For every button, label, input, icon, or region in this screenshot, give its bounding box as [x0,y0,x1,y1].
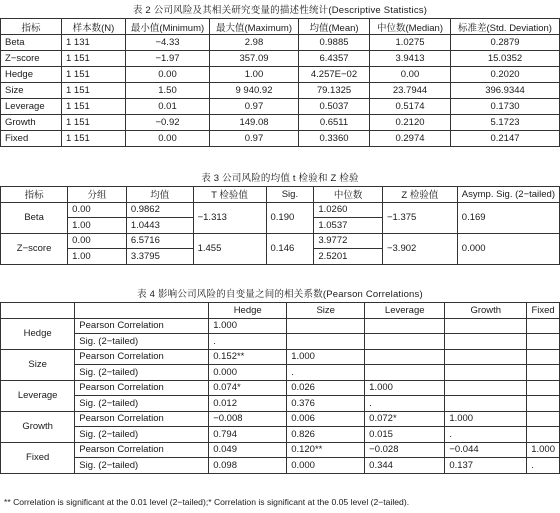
table2-caption: 表 2 公司风险及其相关研究变量的描述性统计(Descriptive Statistics) [132,5,428,16]
table-cell: 0.97 [210,99,299,115]
table-cell [365,365,445,381]
table-cell: 0.5174 [370,99,451,115]
table-cell: 1.000 [209,318,287,334]
table-cell: 0.826 [287,427,365,443]
table-row [1,318,560,334]
table-cell: 0.2147 [451,131,560,147]
table4-caption: 表 4 影响公司风险的自变量之间的相关系数(Pearson Correlations) [137,289,423,300]
footnote: ** Correlation is significant at the 0.01 level (2−tailed);* Correlation is significant at the 0.05 level (2−tailed). [4,497,410,507]
table-cell: 0.2020 [451,67,560,83]
table-row [1,349,560,365]
row-label: Leverage [1,99,62,115]
header-cell: 分组 [68,187,127,203]
table-cell: 0.97 [210,131,299,147]
table-cell [527,380,560,396]
table-cell: 0.049 [209,442,287,458]
table-row [1,380,560,396]
table-cell [527,427,560,443]
table-cell: 0.794 [209,427,287,443]
table-row [1,233,560,249]
row-label: Growth [1,411,75,442]
row-label: Size [1,349,75,380]
table-cell: 0.146 [266,233,314,264]
table-cell: 1.00 [68,218,127,234]
table-cell: 0.120** [287,442,365,458]
table-row [1,365,560,381]
table-cell: 0.098 [209,458,287,474]
table-cell: 357.09 [210,51,299,67]
table-row [1,131,560,147]
header-cell: 最大值(Maximum) [210,19,299,35]
header-cell [1,303,75,319]
table-cell: 0.072* [365,411,445,427]
table-cell [527,318,560,334]
stat-label: Sig. (2−tailed) [75,396,209,412]
table-cell: −0.92 [126,115,210,131]
table-cell: −4.33 [126,35,210,51]
table-cell: 0.074* [209,380,287,396]
header-cell: 最小值(Minimum) [126,19,210,35]
row-label: Hedge [1,67,62,83]
table-cell [527,411,560,427]
table-cell: 1.0443 [126,218,193,234]
table-cell: 1.00 [210,67,299,83]
table-cell: 0.2974 [370,131,451,147]
table-cell: 0.9885 [299,35,370,51]
row-label: Z−score [1,51,62,67]
table-row [1,334,560,350]
table-cell: . [209,334,287,350]
table-cell: 1 151 [62,67,126,83]
table-cell: 0.9862 [126,202,193,218]
table-cell: 0.01 [126,99,210,115]
descriptive-statistics-table [0,18,560,147]
table-cell: 6.4357 [299,51,370,67]
table-cell: . [365,396,445,412]
table-cell: 0.015 [365,427,445,443]
header-cell: 均值 [126,187,193,203]
table-cell: 0.1730 [451,99,560,115]
stat-label: Pearson Correlation [75,380,209,396]
table-row [1,51,560,67]
table-cell: −0.028 [365,442,445,458]
header-cell: Leverage [365,303,445,319]
table-row [1,458,560,474]
row-label: Size [1,83,62,99]
table-row [1,99,560,115]
row-label: Growth [1,115,62,131]
header-cell: Hedge [209,303,287,319]
table-cell: −3.902 [382,233,457,264]
header-cell: 标准差(Std. Deviation) [451,19,560,35]
table-cell: 0.00 [126,67,210,83]
stat-label: Pearson Correlation [75,349,209,365]
table-cell [287,318,365,334]
header-cell: 样本数(N) [62,19,126,35]
stat-label: Sig. (2−tailed) [75,458,209,474]
table-cell [527,365,560,381]
table-cell: 0.2120 [370,115,451,131]
table-cell: 1.455 [193,233,266,264]
header-cell: 均值(Mean) [299,19,370,35]
table-row [1,67,560,83]
header-cell: 指标 [1,187,68,203]
table-cell: 2.98 [210,35,299,51]
table-cell: 0.00 [68,202,127,218]
table-cell: 1.000 [527,442,560,458]
table-cell: 1.00 [68,249,127,265]
table-cell: 0.000 [457,233,559,264]
table-cell: −0.008 [209,411,287,427]
table-cell: 9 940.92 [210,83,299,99]
header-cell: Z 检验值 [382,187,457,203]
header-cell: Growth [445,303,527,319]
table-cell [365,349,445,365]
table-cell: 1 151 [62,83,126,99]
table-row [1,202,560,218]
table-cell: −1.97 [126,51,210,67]
table-cell: 1.0260 [314,202,383,218]
table-cell: 0.376 [287,396,365,412]
header-cell: T 检验值 [193,187,266,203]
stat-label: Pearson Correlation [75,411,209,427]
table-cell [445,365,527,381]
header-cell: 中位数(Median) [370,19,451,35]
table-cell: 1.0537 [314,218,383,234]
table-cell: −1.375 [382,202,457,233]
table-cell: 0.344 [365,458,445,474]
table-cell [365,334,445,350]
table-cell: 0.3360 [299,131,370,147]
row-label: Fixed [1,442,75,473]
table-cell: −0.044 [445,442,527,458]
table-cell: 0.137 [445,458,527,474]
table-cell [365,318,445,334]
table-cell: −1.313 [193,202,266,233]
table-cell [527,334,560,350]
table-cell: 6.5716 [126,233,193,249]
table-cell: 0.00 [126,131,210,147]
table-cell: 4.257E−02 [299,67,370,83]
table-row [1,427,560,443]
table-row [1,411,560,427]
table-header-row [1,19,560,35]
table-cell: 1.000 [287,349,365,365]
row-label: Hedge [1,318,75,349]
table-cell: 149.08 [210,115,299,131]
table-cell: 0.006 [287,411,365,427]
table-row [1,396,560,412]
table-cell [527,396,560,412]
table-cell: . [445,427,527,443]
table-header-row [1,303,560,319]
table-cell: 1.000 [445,411,527,427]
table-cell: 1 151 [62,115,126,131]
table-cell: 0.026 [287,380,365,396]
table-cell: 15.0352 [451,51,560,67]
table-cell [527,349,560,365]
table-cell: 0.5037 [299,99,370,115]
table-cell: 1 131 [62,35,126,51]
row-label: Beta [1,35,62,51]
table-cell: 1 151 [62,51,126,67]
stat-label: Sig. (2−tailed) [75,334,209,350]
table-cell: 0.000 [209,365,287,381]
table3-caption: 表 3 公司风险的均值 t 检验和 Z 检验 [201,173,359,184]
table-cell: 1 151 [62,99,126,115]
header-cell: Sig. [266,187,314,203]
table-row [1,35,560,51]
table-cell: 0.6511 [299,115,370,131]
header-cell: Asymp. Sig. (2−tailed) [457,187,559,203]
table-cell [445,318,527,334]
stat-label: Pearson Correlation [75,318,209,334]
table-cell: 2.5201 [314,249,383,265]
table-cell: 3.3795 [126,249,193,265]
table-cell: 0.190 [266,202,314,233]
header-cell [75,303,209,319]
table-cell: 0.152** [209,349,287,365]
row-label: Fixed [1,131,62,147]
table-cell [445,349,527,365]
table-row [1,115,560,131]
table-cell: 0.2879 [451,35,560,51]
table-cell: 23.7944 [370,83,451,99]
table-header-row [1,187,560,203]
table-cell: 0.169 [457,202,559,233]
header-cell: Size [287,303,365,319]
table-cell: 3.9413 [370,51,451,67]
table-cell: 1 151 [62,131,126,147]
table-cell: 0.00 [68,233,127,249]
table-cell [445,396,527,412]
table-cell [445,334,527,350]
table-cell: 79.1325 [299,83,370,99]
table-cell: 396.9344 [451,83,560,99]
table-cell: 0.012 [209,396,287,412]
table-cell: . [527,458,560,474]
stat-label: Sig. (2−tailed) [75,427,209,443]
table-cell: 1.0275 [370,35,451,51]
row-label: Z−score [1,233,68,264]
row-label: Leverage [1,380,75,411]
table-cell: 1.50 [126,83,210,99]
table-cell: 3.9772 [314,233,383,249]
pearson-correlations-table [0,302,560,474]
header-cell: Fixed [527,303,560,319]
header-cell: 指标 [1,19,62,35]
table-cell: 0.000 [287,458,365,474]
table-cell: 1.000 [365,380,445,396]
table-cell [287,334,365,350]
header-cell: 中位数 [314,187,383,203]
stat-label: Pearson Correlation [75,442,209,458]
table-row [1,442,560,458]
table-cell: 0.00 [370,67,451,83]
row-label: Beta [1,202,68,233]
table-cell [445,380,527,396]
mean-t-test-table [0,186,560,265]
table-cell: . [287,365,365,381]
table-cell: 5.1723 [451,115,560,131]
table-row [1,83,560,99]
stat-label: Sig. (2−tailed) [75,365,209,381]
